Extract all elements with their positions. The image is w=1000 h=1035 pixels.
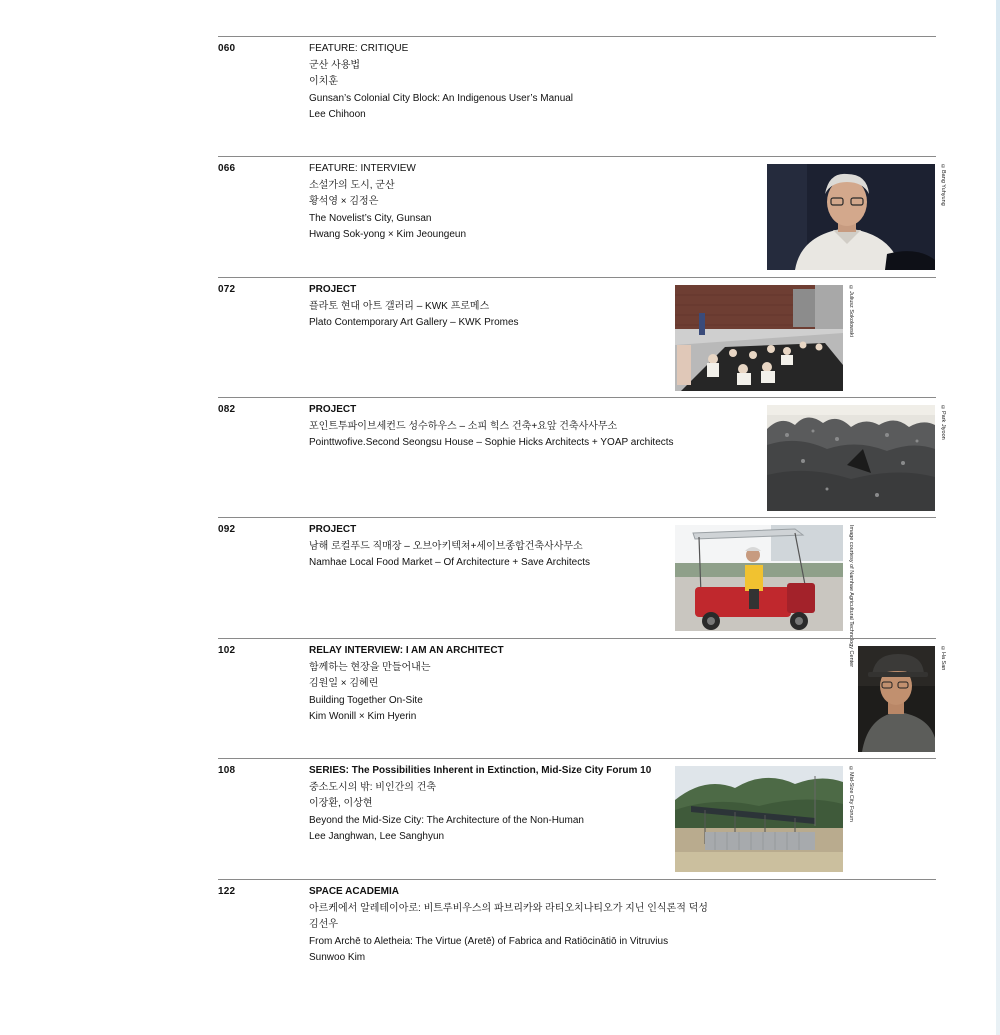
page-number: 060 (218, 43, 236, 54)
toc-entry-122[interactable] (218, 879, 936, 990)
korean-author: 이치훈 (309, 76, 338, 87)
portrait-photo (858, 646, 935, 752)
landscape-photo (675, 766, 843, 872)
page-number: 072 (218, 284, 236, 295)
english-author: Sunwoo Kim (309, 952, 366, 963)
english-title: Plato Contemporary Art Gallery – KWK Promes (309, 317, 519, 328)
korean-title: 플라토 현대 아트 갤러리 – KWK 프로메스 (309, 300, 490, 312)
section-label: PROJECT (309, 284, 357, 295)
photo-credit: ©Ha San (940, 646, 946, 671)
market-photo (675, 525, 843, 631)
page-number: 066 (218, 163, 236, 174)
english-author: Kim Wonill × Kim Hyerin (309, 711, 417, 722)
section-label: PROJECT (309, 404, 357, 415)
entry-text (309, 763, 669, 846)
section-label: FEATURE: INTERVIEW (309, 163, 416, 174)
entry-text (309, 884, 909, 967)
page-number: 108 (218, 765, 236, 776)
korean-title: 함께하는 현장을 만들어내는 (309, 661, 431, 673)
section-label: RELAY INTERVIEW: I AM AN ARCHITECT (309, 645, 504, 656)
toc-entry-066[interactable] (218, 156, 946, 277)
section-label: PROJECT (309, 524, 357, 535)
photo-credit: ©Juliusz Sokolowski (848, 285, 854, 337)
korean-author: 이장환, 이상현 (309, 798, 373, 809)
entry-text (309, 161, 669, 244)
section-label: SERIES: The Possibilities Inherent in Extinction, Mid-Size City Forum 10 (309, 765, 652, 776)
photo-credit: ©Park Jiyoon (940, 405, 946, 440)
english-title: Building Together On-Site (309, 694, 423, 706)
korean-author: 김선우 (309, 919, 338, 930)
english-title: The Novelist’s City, Gunsan (309, 212, 432, 224)
page-number: 092 (218, 524, 236, 535)
english-title: Namhae Local Food Market – Of Architecture + Save Architects (309, 557, 590, 568)
toc-entry-102[interactable] (218, 638, 946, 759)
korean-author: 황석영 × 김정은 (309, 196, 379, 207)
toc-entry-072[interactable] (218, 277, 936, 398)
korean-title: 중소도시의 밖: 비인간의 건축 (309, 781, 437, 793)
korean-author: 김원일 × 김혜린 (309, 678, 379, 689)
english-author: Lee Janghwan, Lee Sanghyun (309, 831, 445, 842)
entry-text (309, 643, 669, 726)
english-author: Hwang Sok-yong × Kim Jeoungeun (309, 229, 467, 240)
entry-text (309, 282, 669, 332)
english-title: From Archē to Aletheia: The Virtue (Aretē) of Fabrica and Ratiōcinātiō in Vitruvius (309, 935, 669, 947)
korean-title: 군산 사용법 (309, 59, 361, 71)
photo-credit: ©Mid-Size City Forum (848, 766, 854, 822)
entry-text (309, 402, 674, 452)
photo-credit: ©Bang Yuhyung (940, 164, 946, 206)
photo-credit: Image courtesy of Namhae Agricultural Technology Center (848, 525, 854, 668)
english-title: Pointtwofive.Second Seongsu House – Sophie Hicks Architects + YOAP architects (309, 437, 674, 448)
page-number: 122 (218, 886, 236, 897)
toc-entry-060[interactable] (218, 36, 936, 157)
english-title: Beyond the Mid-Size City: The Architecture of the Non-Human (309, 814, 584, 826)
page-number: 102 (218, 645, 236, 656)
entry-text (309, 41, 669, 124)
korean-title: 남해 로컬푸드 직매장 – 오브아키텍쳐+세이브종합건축사사무소 (309, 540, 583, 552)
section-label: SPACE ACADEMIA (309, 886, 400, 897)
section-label: FEATURE: CRITIQUE (309, 43, 409, 54)
english-author: Lee Chihoon (309, 109, 366, 120)
korean-title: 아르케에서 알레테이아로: 비트루비우스의 파브리카와 라티오치나티오가 지닌 인식론적 덕성 (309, 902, 708, 914)
korean-title: 소설가의 도시, 군산 (309, 179, 395, 191)
portrait-photo (767, 164, 935, 270)
gallery-photo (675, 285, 843, 391)
page-edge (996, 0, 1000, 1035)
toc-entry-108[interactable] (218, 758, 936, 880)
texture-photo (767, 405, 935, 511)
korean-title: 포인트투파이브세컨드 성수하우스 – 소피 힉스 건축+요앞 건축사사무소 (309, 420, 618, 432)
page-number: 082 (218, 404, 236, 415)
entry-text (309, 522, 669, 572)
english-title: Gunsan’s Colonial City Block: An Indigenous User’s Manual (309, 92, 574, 104)
toc-entry-082[interactable] (218, 397, 946, 518)
